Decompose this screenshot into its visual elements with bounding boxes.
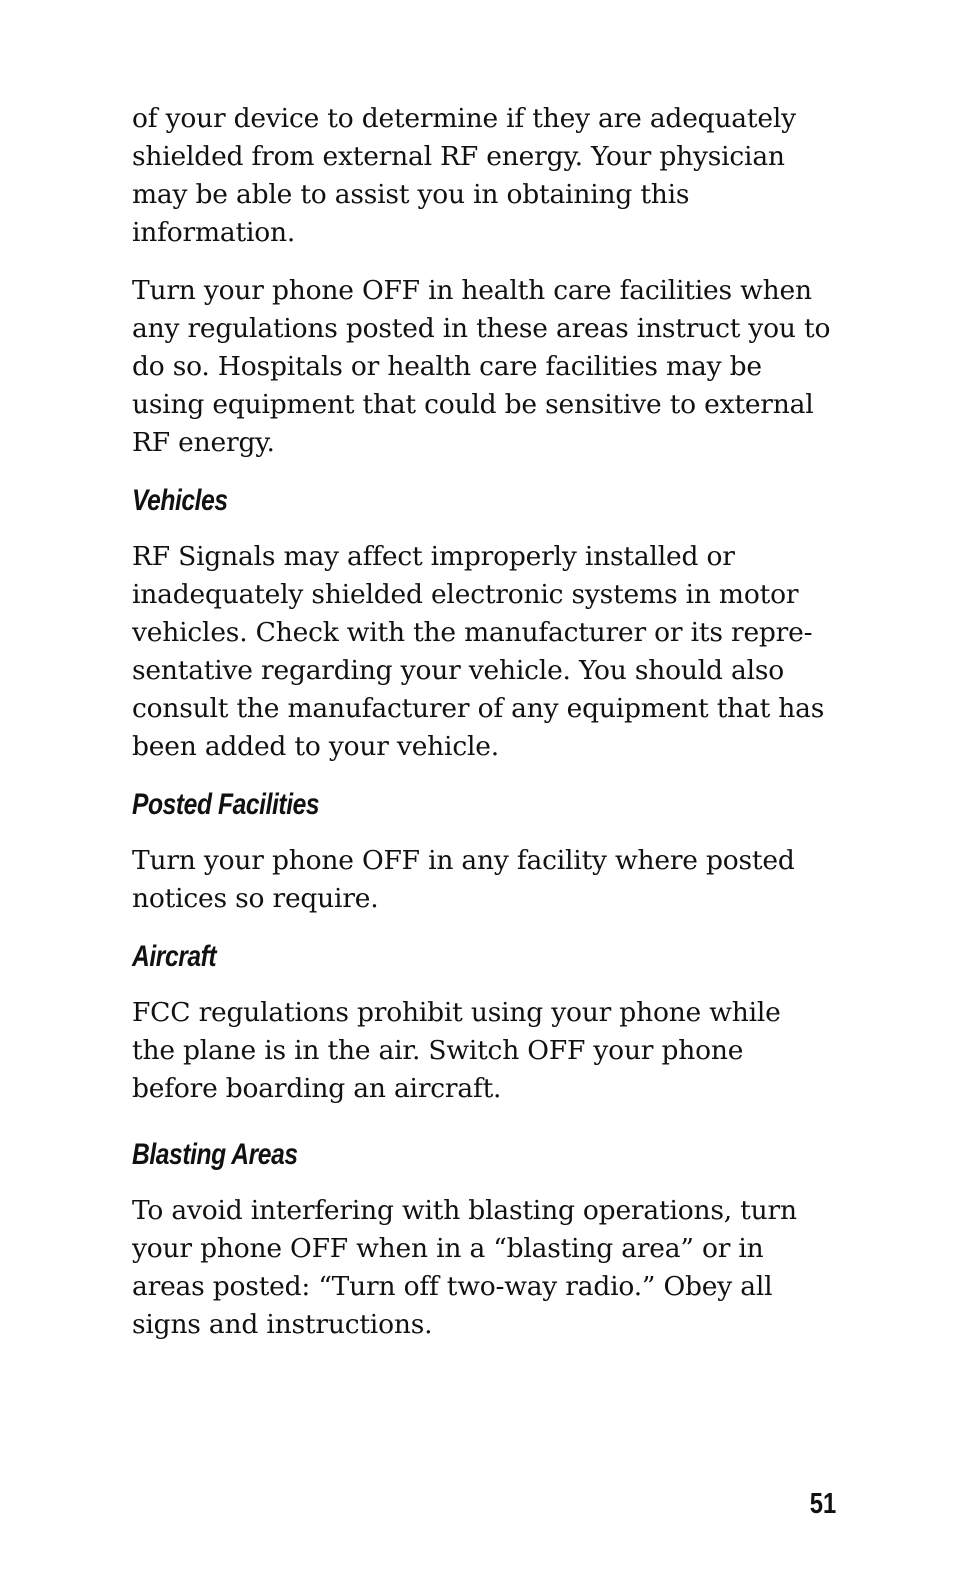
- text-line: signs and instructions.: [132, 1309, 433, 1340]
- section-heading-posted-facilities: Posted Facilities: [132, 788, 320, 821]
- text-line: your phone OFF when in a “blasting area” or in: [132, 1233, 764, 1264]
- text-line: before boarding an aircraft.: [132, 1073, 502, 1104]
- text-line: consult the manufacturer of any equipment that has: [132, 693, 825, 724]
- section-paragraph-blasting-areas: [132, 1192, 852, 1344]
- page-content: [132, 100, 852, 1364]
- text-line: FCC regulations prohibit using your phone while: [132, 997, 781, 1028]
- section-heading-vehicles: Vehicles: [132, 484, 228, 517]
- text-line: inadequately shielded electronic systems in motor: [132, 579, 799, 610]
- text-line: been added to your vehicle.: [132, 731, 499, 762]
- section-paragraph-vehicles: [132, 538, 852, 766]
- section-heading-aircraft: Aircraft: [132, 940, 217, 973]
- text-line: of your device to determine if they are adequately: [132, 103, 796, 134]
- text-line: vehicles. Check with the manufacturer or its repre-: [132, 617, 813, 648]
- text-line: any regulations posted in these areas instruct you to: [132, 313, 831, 344]
- text-line: RF energy.: [132, 427, 275, 458]
- text-line: information.: [132, 217, 296, 248]
- text-line: Turn your phone OFF in any facility where posted: [132, 845, 795, 876]
- text-line: do so. Hospitals or health care facilities may be: [132, 351, 762, 382]
- text-line: areas posted: “Turn off two-way radio.” Obey all: [132, 1271, 773, 1302]
- text-line: To avoid interfering with blasting operations, turn: [132, 1195, 797, 1226]
- intro-paragraph-2: [132, 272, 852, 462]
- text-line: RF Signals may affect improperly installed or: [132, 541, 735, 572]
- text-line: may be able to assist you in obtaining this: [132, 179, 690, 210]
- page-number: 51: [809, 1488, 836, 1520]
- section-heading-blasting-areas: Blasting Areas: [132, 1138, 298, 1171]
- text-line: shielded from external RF energy. Your physician: [132, 141, 785, 172]
- text-line: using equipment that could be sensitive to external: [132, 389, 814, 420]
- text-line: notices so require.: [132, 883, 379, 914]
- text-line: sentative regarding your vehicle. You should also: [132, 655, 785, 686]
- text-line: Turn your phone OFF in health care facilities when: [132, 275, 812, 306]
- text-line: the plane is in the air. Switch OFF your phone: [132, 1035, 744, 1066]
- section-paragraph-posted-facilities: [132, 842, 852, 918]
- section-paragraph-aircraft: [132, 994, 852, 1108]
- intro-paragraph-1: [132, 100, 852, 252]
